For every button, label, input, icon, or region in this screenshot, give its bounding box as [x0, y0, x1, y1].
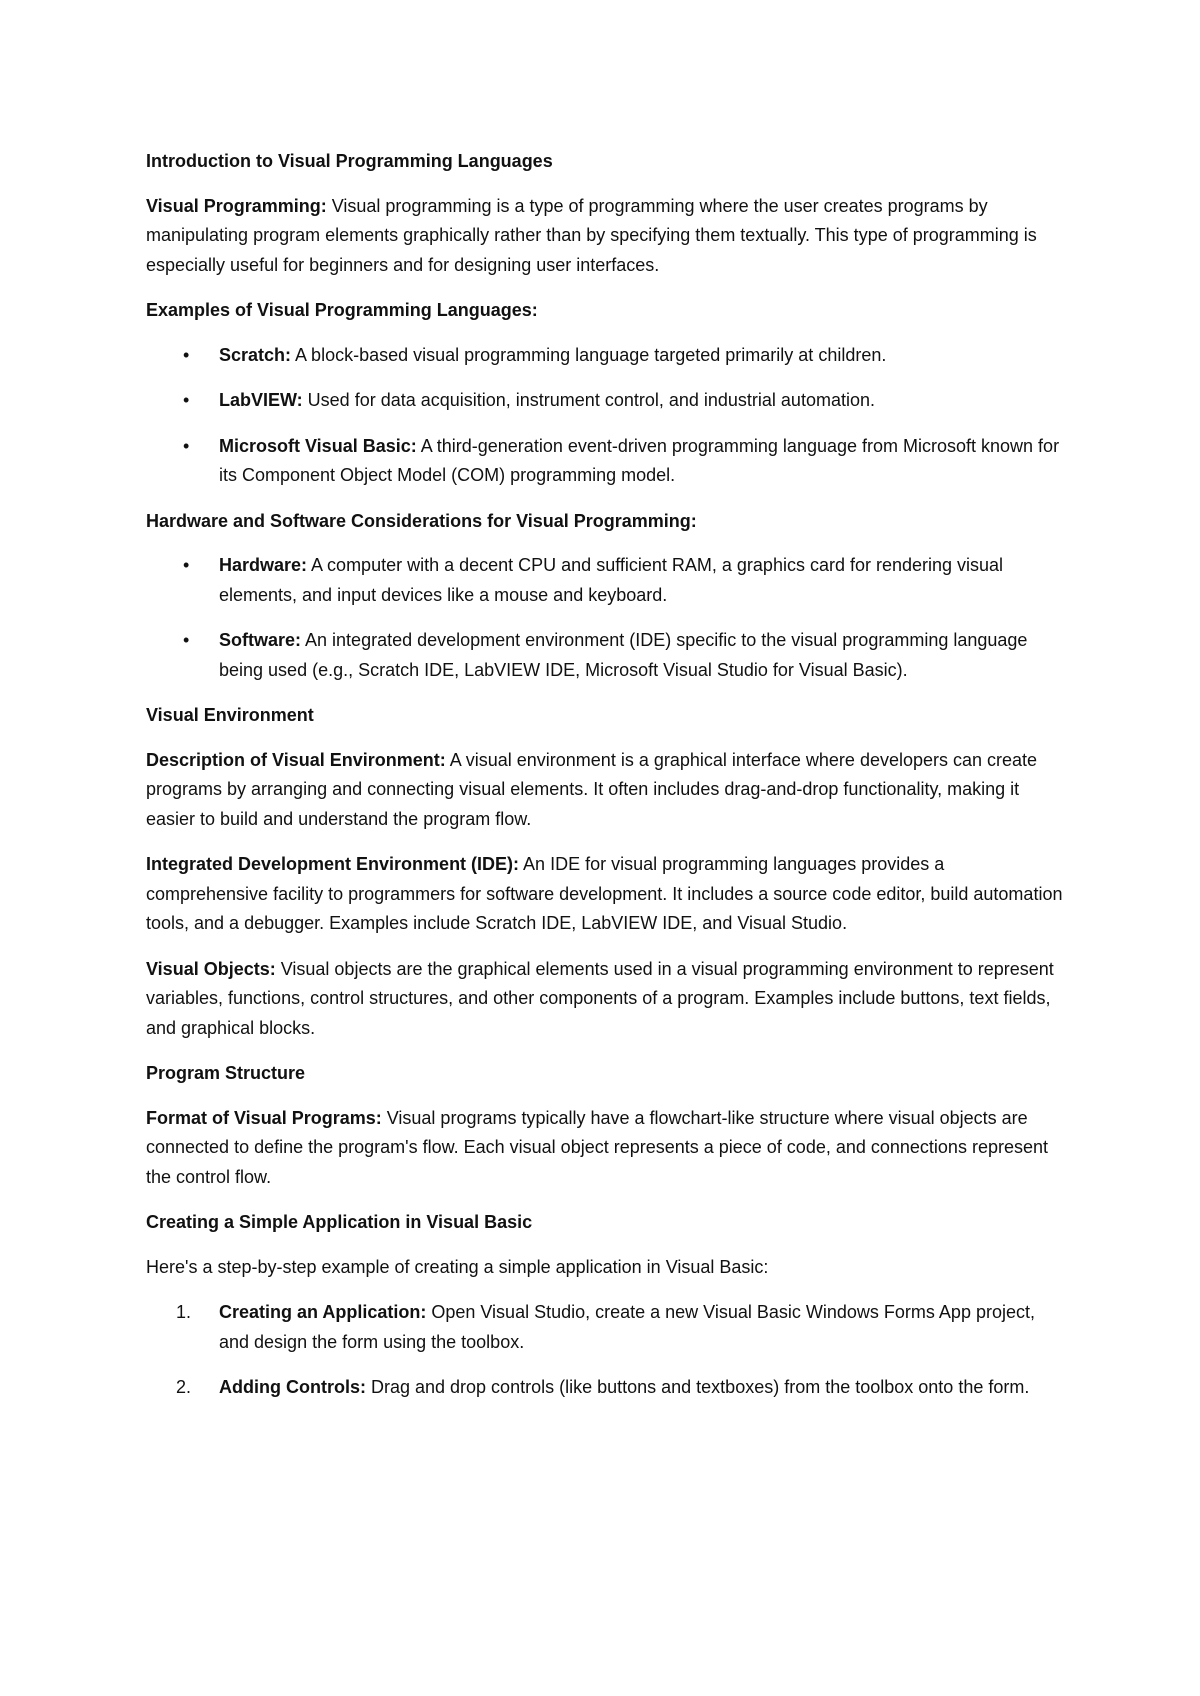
paragraph-lead: Integrated Development Environment (IDE):: [146, 854, 520, 874]
intro-paragraph: [146, 192, 1066, 281]
item-text: A computer with a decent CPU and sufficient RAM, a graphics card for rendering visual elements, and input devices like a mouse and keyboard.: [219, 555, 1004, 605]
bullet-icon: •: [183, 344, 190, 365]
item-text: Drag and drop controls (like buttons and textboxes) from the toolbox onto the form.: [365, 1377, 1030, 1397]
steps-list: [146, 1298, 1066, 1403]
list-item: [146, 626, 1066, 685]
paragraph-lead: Description of Visual Environment:: [146, 749, 446, 770]
examples-list: [146, 341, 1066, 491]
step-number: 1.: [176, 1302, 192, 1322]
bullet-icon: •: [183, 555, 190, 575]
item-lead: Scratch:: [219, 344, 292, 365]
intro-lead: Visual Programming:: [146, 195, 327, 216]
document-title: Introduction to Visual Programming Languages: [146, 151, 553, 171]
item-text: A block-based visual programming language targeted primarily at children.: [291, 344, 887, 365]
document-page: [146, 147, 1066, 1419]
item-lead: Microsoft Visual Basic:: [219, 435, 417, 456]
item-text: A third-generation event-driven programming language from Microsoft known for its Component Object Model (COM) programming model.: [219, 435, 1060, 485]
paragraph-format: [146, 1104, 1066, 1193]
item-lead: Hardware:: [219, 555, 308, 575]
simple-app-heading: Creating a Simple Application in Visual Basic: [146, 1212, 533, 1232]
step-number: 2.: [176, 1377, 192, 1397]
item-lead: Adding Controls:: [219, 1377, 366, 1397]
paragraph-lead: Format of Visual Programs:: [146, 1107, 382, 1128]
list-item: [146, 551, 1066, 610]
considerations-heading: Hardware and Software Considerations for Visual Programming:: [146, 510, 697, 531]
item-lead: Creating an Application:: [219, 1302, 427, 1322]
examples-heading: Examples of Visual Programming Languages:: [146, 300, 538, 320]
paragraph-description: [146, 746, 1066, 835]
item-text: Open Visual Studio, create a new Visual Basic Windows Forms App project, and design the form using the toolbox.: [219, 1302, 1035, 1352]
intro-text: Visual programming is a type of programming where the user creates programs by manipulating program elements graphically rather than by specifying them textually. This type of programming is especially useful for beginners and for designing user interfaces.: [146, 195, 1037, 275]
bullet-icon: •: [183, 390, 190, 410]
program-structure-heading: Program Structure: [146, 1063, 306, 1083]
list-item: [146, 1373, 1066, 1403]
simple-app-intro: Here's a step-by-step example of creating a simple application in Visual Basic:: [146, 1256, 769, 1277]
paragraph-visual-objects: [146, 955, 1066, 1044]
paragraph-text: Visual objects are the graphical elements used in a visual programming environment to represent variables, functions, control structures, and other components of a program. Examples include buttons, text fields, and graphical blocks.: [146, 958, 1054, 1038]
item-lead: LabVIEW:: [219, 390, 303, 410]
item-text: An integrated development environment (IDE) specific to the visual programming language being used (e.g., Scratch IDE, LabVIEW IDE, Microsoft Visual Studio for Visual Basic).: [219, 630, 1028, 680]
paragraph-ide: [146, 850, 1066, 939]
bullet-icon: •: [183, 630, 190, 650]
list-item: [146, 1298, 1066, 1357]
paragraph-text: An IDE for visual programming languages provides a comprehensive facility to programmers for software development. It includes a source code editor, build automation tools, and a debugger. Examples include Scratch IDE, LabVIEW IDE, and Visual Studio.: [146, 854, 1063, 933]
list-item: [146, 341, 1066, 371]
item-lead: Software:: [219, 630, 302, 650]
paragraph-text: Visual programs typically have a flowchart-like structure where visual objects are connected to define the program's flow. Each visual object represents a piece of code, and connections represent the control flow.: [146, 1107, 1048, 1187]
list-item: [146, 386, 1066, 416]
paragraph-text: A visual environment is a graphical interface where developers can create programs by arranging and connecting visual elements. It often includes drag-and-drop functionality, making it easier to build and understand the program flow.: [146, 749, 1038, 829]
visual-environment-heading: Visual Environment: [146, 705, 314, 725]
bullet-icon: •: [183, 435, 190, 456]
considerations-list: [146, 551, 1066, 685]
list-item: [146, 432, 1066, 491]
paragraph-lead: Visual Objects:: [146, 958, 276, 979]
item-text: Used for data acquisition, instrument control, and industrial automation.: [302, 390, 875, 410]
